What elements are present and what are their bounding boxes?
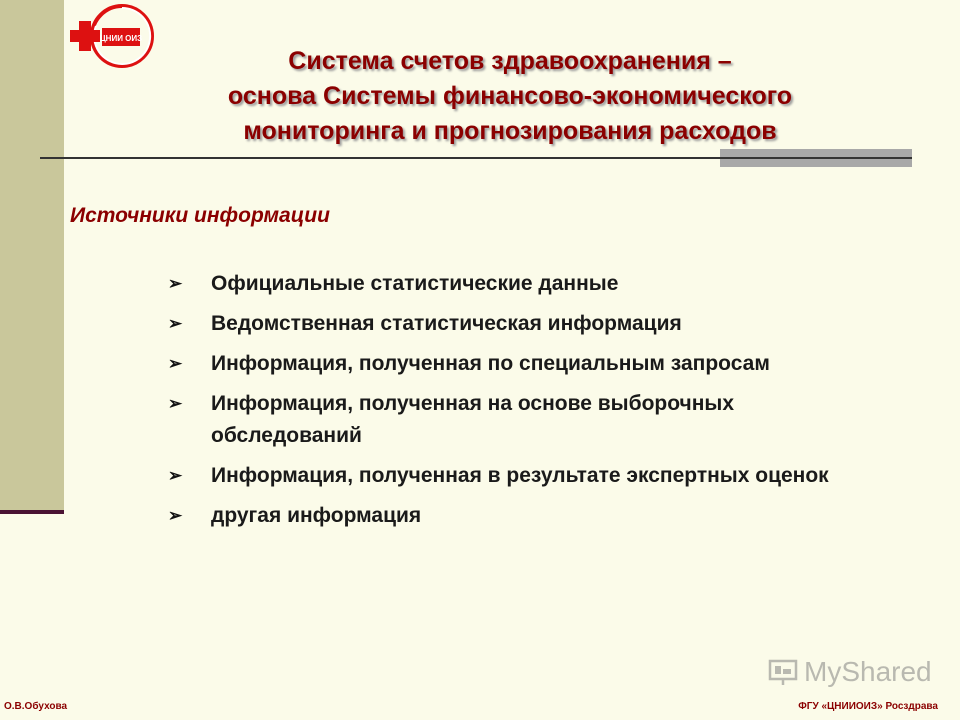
list-item-text: Информация, полученная по специальным запросам (211, 352, 770, 375)
list-item (168, 388, 868, 452)
list-item (168, 348, 868, 380)
section-subtitle: Источники информации (70, 204, 330, 227)
list-item (168, 268, 868, 300)
list-item (168, 500, 868, 532)
title-line: мониторинга и прогнозирования расходов (243, 117, 777, 145)
arrowhead-icon: ➢ (168, 314, 183, 333)
bullet-list (168, 268, 868, 540)
arrowhead-icon: ➢ (168, 354, 183, 373)
arrowhead-icon: ➢ (168, 274, 183, 293)
watermark-text: MyShared (804, 656, 932, 687)
list-item-text: другая информация (211, 504, 422, 527)
title-line: Система счетов здравоохранения – (288, 47, 732, 75)
title-line: основа Системы финансово-экономического (227, 82, 793, 110)
arrowhead-icon: ➢ (168, 506, 183, 525)
myshared-watermark (768, 656, 932, 688)
logo-text: ЦНИИ ОИЗ (99, 34, 143, 43)
list-item-text: Официальные статистические данные (211, 272, 619, 295)
sidebar-divider (0, 510, 64, 514)
list-item-text: Информация, полученная на основе выборочных обследований (211, 392, 735, 447)
footer-organization: ФГУ «ЦНИИОИЗ» Росздрава (798, 701, 938, 712)
list-item (168, 460, 868, 492)
list-item-text: Ведомственная статистическая информация (211, 312, 682, 335)
list-item (168, 308, 868, 340)
arrowhead-icon: ➢ (168, 466, 183, 485)
title-underline (40, 157, 912, 159)
slide-title (140, 44, 880, 149)
presentation-icon (768, 657, 798, 687)
arrowhead-icon: ➢ (168, 394, 183, 413)
list-item-text: Информация, полученная в результате экспертных оценок (211, 464, 829, 487)
footer-author: О.В.Обухова (4, 701, 68, 712)
left-sidebar-bar (0, 0, 64, 510)
